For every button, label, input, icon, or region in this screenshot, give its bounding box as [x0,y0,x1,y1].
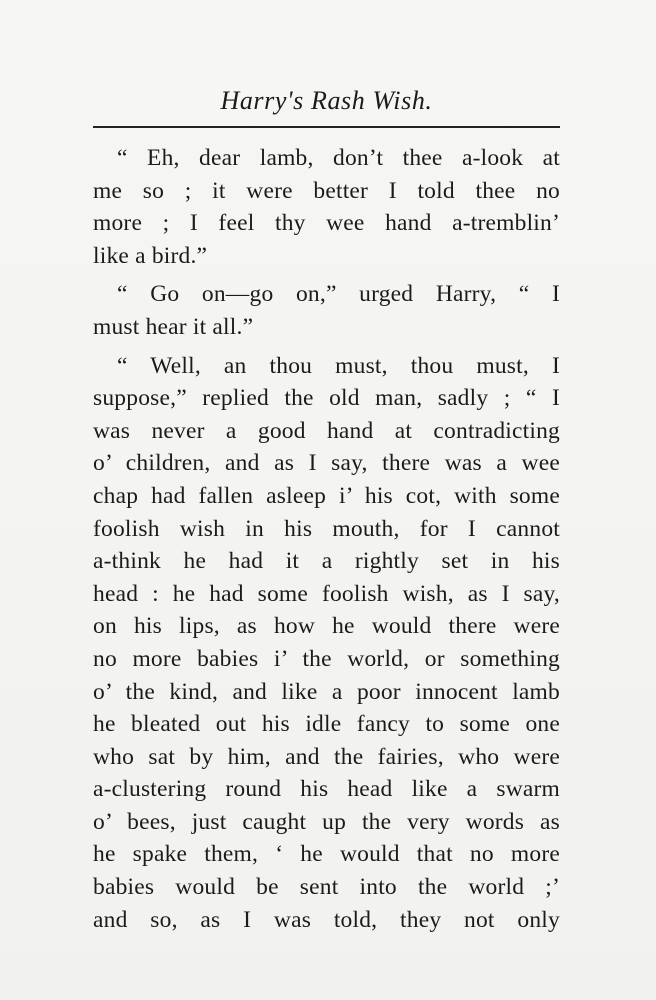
text-line: a-clustering round his head like a swarm [93,776,560,803]
text-line: babies would be sent into the world ;’ [93,874,560,901]
text-line: o’ the kind, and like a poor innocent lamb [93,678,560,705]
text-line: must hear it all.” [93,313,254,340]
text-line: on his lips, as how he would there were [93,613,560,640]
text-line: was never a good hand at contradicting [93,417,560,444]
text-line: o’ bees, just caught up the very words as [93,808,560,835]
text-line: chap had fallen asleep i’ his cot, with some [93,482,560,509]
text-line: and so, as I was told, they not only [93,906,560,933]
text-line: o’ children, and as I say, there was a wee [93,450,560,477]
text-line: more ; I feel thy wee hand a-tremblin’ [93,210,560,237]
text-line: “ Well, an thou must, thou must, I [117,352,560,379]
body-text [93,142,560,936]
text-line: “ Go on—go on,” urged Harry, “ I [117,281,560,308]
text-line: suppose,” replied the old man, sadly ; “ I [93,385,560,412]
text-line: like a bird.” [93,242,208,269]
text-line: who sat by him, and the fairies, who were [93,743,560,770]
text-line: head : he had some foolish wish, as I say, [93,580,560,607]
text-line: no more babies i’ the world, or something [93,645,560,672]
text-line: foolish wish in his mouth, for I cannot [93,515,560,542]
text-line: me so ; it were better I told thee no [93,177,560,204]
text-line: he bleated out his idle fancy to some one [93,711,560,738]
text-line: “ Eh, dear lamb, don’t thee a-look at [117,145,560,171]
text-line: he spake them, ‘ he would that no more [93,841,560,868]
text-line: a-think he had it a rightly set in his [93,548,560,575]
header-rule [93,126,560,128]
running-header: Harry's Rash Wish. [220,86,433,115]
